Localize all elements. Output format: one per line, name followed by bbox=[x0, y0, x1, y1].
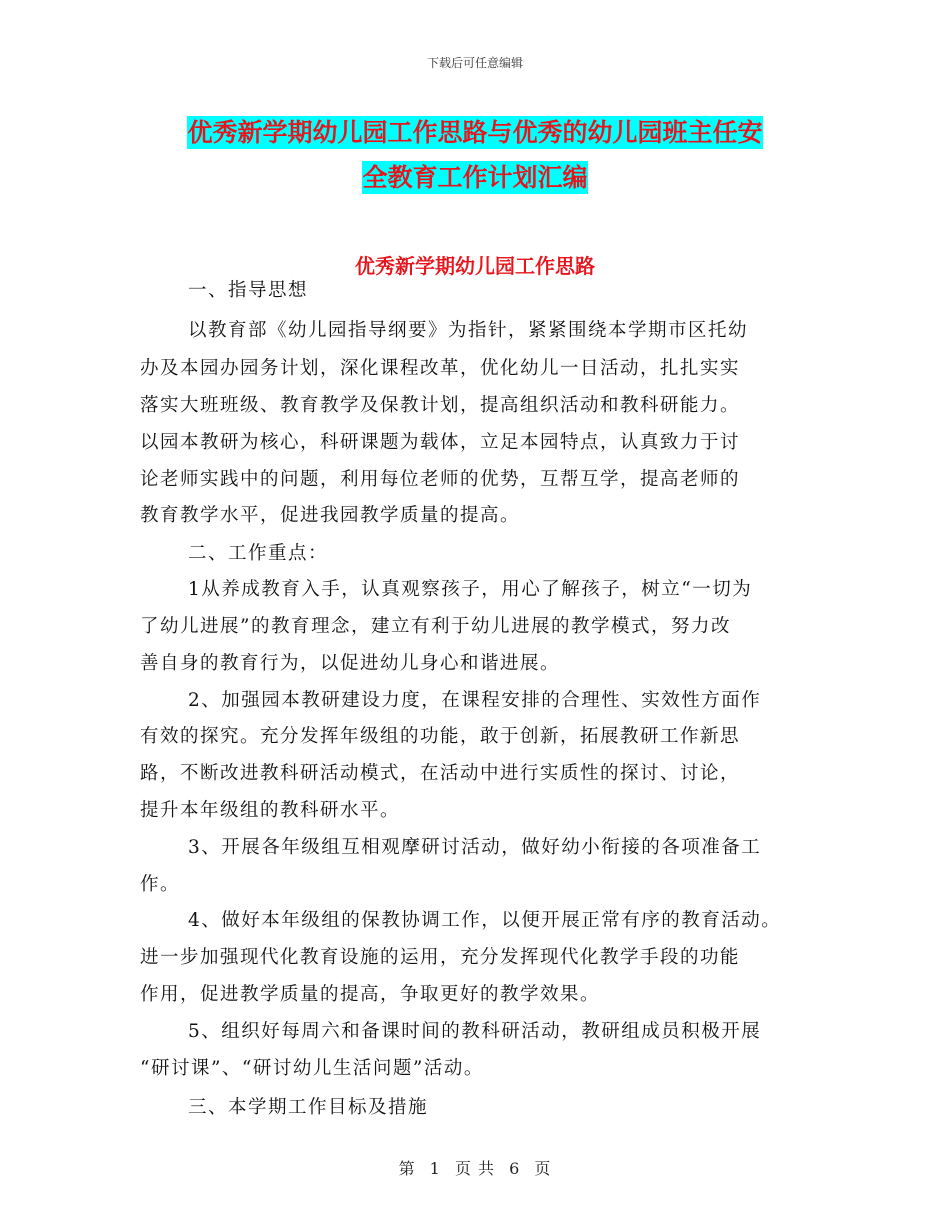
body-line: 了幼儿进展”的教育理念，建立有利于幼儿进展的教学模式，努力改 bbox=[140, 616, 731, 637]
footer-prefix: 第 bbox=[398, 1159, 416, 1178]
body-line: 以教育部《幼儿园指导纲要》为指针，紧紧围绕本学期市区托幼 bbox=[188, 320, 749, 341]
header-note: 下载后可任意编辑 bbox=[426, 56, 523, 70]
footer-suffix: 页 bbox=[534, 1159, 552, 1178]
page-footer bbox=[0, 1156, 950, 1179]
body-line: 5、组织好每周六和备课时间的教科研活动，教研组成员积极开展 bbox=[188, 1021, 762, 1042]
body-line: 2、加强园本教研建设力度，在课程安排的合理性、实效性方面作 bbox=[188, 690, 762, 711]
body-line: 有效的探究。充分发挥年级组的功能，敢于创新，拓展教研工作新思 bbox=[140, 726, 741, 747]
body-line: 三、本学期工作目标及措施 bbox=[188, 1097, 429, 1118]
footer-middle: 页 共 bbox=[454, 1159, 496, 1178]
footer-page-number: 1 bbox=[429, 1159, 441, 1178]
body-line: 提升本年级组的教科研水平。 bbox=[140, 800, 401, 821]
document-title-line-1 bbox=[0, 113, 950, 149]
body-line: 善自身的教育行为，以促进幼儿身心和谐进展。 bbox=[140, 653, 561, 674]
body-line: 教育教学水平，促进我园教学质量的提高。 bbox=[140, 505, 521, 526]
body-line: “研讨课”、“研讨幼儿生活问题”活动。 bbox=[140, 1058, 484, 1079]
title-highlight-2: 全教育工作计划汇编 bbox=[362, 163, 588, 192]
body-line: 4、做好本年级组的保教协调工作，以便开展正常有序的教育活动。 bbox=[188, 910, 782, 931]
body-line: 作。 bbox=[140, 874, 181, 895]
section-title: 优秀新学期幼儿园工作思路 bbox=[355, 254, 595, 278]
body-line: 办及本园办园务计划，深化课程改革，优化幼儿一日活动，扎扎实实 bbox=[140, 358, 741, 379]
body-line: 1从养成教育入手，认真观察孩子，用心了解孩子，树立“一切为 bbox=[188, 579, 753, 600]
body-line: 3、开展各年级组互相观摩研讨活动，做好幼小衔接的各项准备工 bbox=[188, 837, 762, 858]
body-line: 一、指导思想 bbox=[188, 280, 309, 301]
body-line: 作用，促进教学质量的提高，争取更好的教学效果。 bbox=[140, 984, 601, 1005]
document-title-line-2 bbox=[0, 158, 950, 194]
body-line: 二、工作重点： bbox=[188, 543, 329, 564]
footer-total-pages: 6 bbox=[509, 1159, 521, 1178]
body-line: 进一步加强现代化教育设施的运用，充分发挥现代化教学手段的功能 bbox=[140, 947, 741, 968]
body-line: 路，不断改进教科研活动模式，在活动中进行实质性的探讨、讨论， bbox=[140, 763, 741, 784]
body-line: 落实大班班级、教育教学及保教计划，提高组织活动和教科研能力。 bbox=[140, 395, 741, 416]
title-highlight-1: 优秀新学期幼儿园工作思路与优秀的幼儿园班主任安 bbox=[187, 118, 763, 147]
body-line: 以园本教研为核心，科研课题为载体，立足本园特点，认真致力于讨 bbox=[140, 432, 741, 453]
body-line: 论老师实践中的问题，利用每位老师的优势，互帮互学，提高老师的 bbox=[140, 469, 741, 490]
